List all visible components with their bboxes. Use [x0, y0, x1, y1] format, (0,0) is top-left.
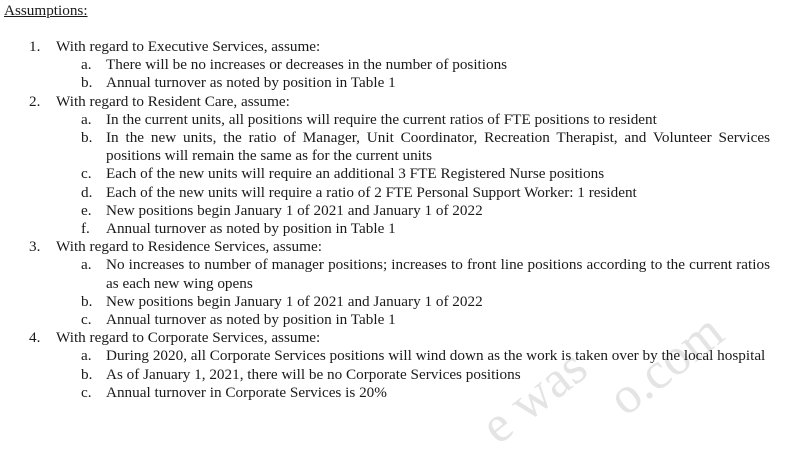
sub-item-letter: b. — [81, 365, 93, 383]
sub-item-text: During 2020, all Corporate Services positions will wind down as the work is taken over by the local hospital — [106, 347, 766, 365]
sub-item-letter: a. — [81, 56, 92, 74]
sub-item — [0, 111, 792, 129]
sub-item-text: Each of the new units will require a ratio of 2 FTE Personal Support Worker: 1 resident — [106, 183, 637, 201]
list-item — [0, 238, 792, 256]
sub-item-text: Annual turnover as noted by position in Table 1 — [106, 74, 396, 92]
item-text: With regard to Resident Care, assume: — [56, 92, 290, 110]
sub-item-letter: f. — [81, 220, 90, 238]
sub-item-letter: d. — [81, 183, 93, 201]
sub-item — [0, 184, 792, 202]
sub-item-letter: b. — [81, 74, 93, 92]
sub-item-letter: c. — [81, 383, 92, 401]
item-number: 2. — [29, 92, 41, 110]
sub-item-text: Annual turnover as noted by position in Table 1 — [106, 220, 396, 238]
sub-item-text: As of January 1, 2021, there will be no Corporate Services positions — [106, 365, 521, 383]
sub-item-text: In the current units, all positions will require the current ratios of FTE positions to resident — [106, 110, 657, 128]
sub-item — [0, 311, 792, 329]
assumptions-heading: Assumptions: — [4, 2, 88, 19]
assumptions-list — [0, 38, 792, 402]
sub-item — [0, 256, 792, 292]
sub-item-letter: b. — [81, 292, 93, 310]
item-text: With regard to Corporate Services, assume: — [56, 329, 321, 347]
list-item — [0, 329, 792, 347]
item-number: 3. — [29, 238, 41, 256]
sub-item — [0, 220, 792, 238]
sub-item-letter: a. — [81, 347, 92, 365]
sub-item-text: No increases to number of manager positions; increases to front line positions according to the current ratios as each new wing opens — [106, 256, 770, 292]
sub-item — [0, 366, 792, 384]
sub-item-text: There will be no increases or decreases in the number of positions — [106, 56, 508, 74]
sub-item-text: New positions begin January 1 of 2021 and January 1 of 2022 — [106, 292, 483, 310]
item-text: With regard to Executive Services, assume: — [56, 38, 321, 55]
sub-item-letter: a. — [81, 110, 92, 128]
sub-item — [0, 293, 792, 311]
sub-item-letter: c. — [81, 165, 92, 183]
sub-item — [0, 56, 792, 74]
sub-item — [0, 129, 792, 165]
watermark-left: e was — [470, 338, 598, 455]
sub-item-text: Annual turnover in Corporate Services is 20% — [106, 383, 387, 401]
sub-item-text: In the new units, the ratio of Manager, Unit Coordinator, Recreation Therapist, and Volunteer Services positions will remain the same as for the current units — [106, 129, 770, 165]
sub-item-text: Each of the new units will require an additional 3 FTE Registered Nurse positions — [106, 165, 605, 183]
item-number: 1. — [29, 38, 41, 55]
list-item — [0, 93, 792, 111]
sub-item — [0, 165, 792, 183]
watermark-right: o.com — [597, 302, 735, 427]
sub-item-text: New positions begin January 1 of 2021 and January 1 of 2022 — [106, 201, 483, 219]
sub-item — [0, 202, 792, 220]
sub-item-text: Annual turnover as noted by position in Table 1 — [106, 311, 396, 329]
item-text: With regard to Residence Services, assume: — [56, 238, 322, 256]
sub-item — [0, 74, 792, 92]
sub-item-letter: c. — [81, 311, 92, 329]
sub-item-letter: b. — [81, 129, 93, 147]
sub-item — [0, 347, 792, 365]
item-number: 4. — [29, 329, 41, 347]
sub-item-letter: a. — [81, 256, 92, 274]
sub-item-letter: e. — [81, 201, 92, 219]
sub-item — [0, 384, 792, 402]
list-item — [0, 38, 792, 56]
